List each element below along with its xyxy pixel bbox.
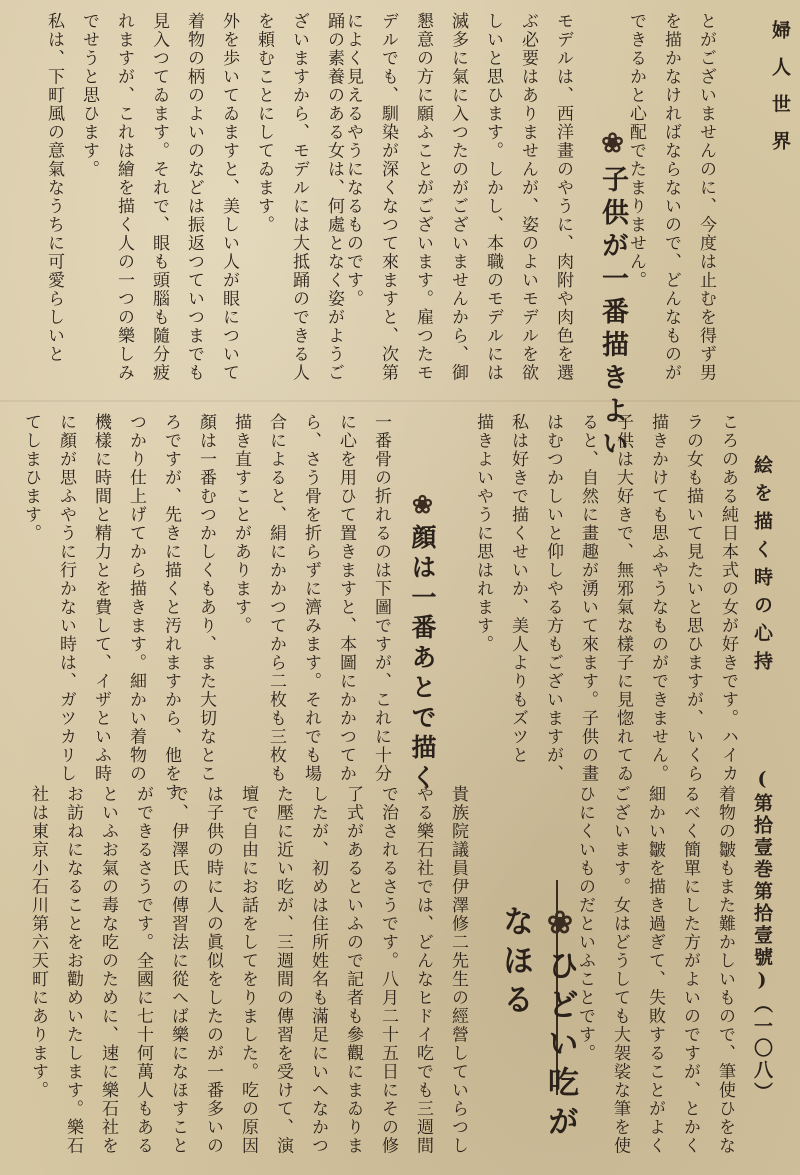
column-bottom-right: 着物の皺もまた難かしいもので、筆使ひをな るべく簡單にした方がよいのですが、とかく 細かい皺を描き過ぎて、失敗することがよく ございます。女はどうしても大袈裟な筆を使 ひにくいものだといふことです。 bbox=[575, 785, 735, 1155]
heading-children-text: 子供が一番描きよい bbox=[597, 165, 628, 462]
magazine-name: 婦人世界 bbox=[769, 20, 791, 168]
heading-face bbox=[404, 490, 440, 794]
column-mid-middle: 一番骨の折れるのは下圖ですが、これに十分 に心を用ひて置きますと、本圖にかかつてか ら、さう骨を折らずに濟みます。それでも場 合によると、絹にかかつてから二枚も三枚も 描き直すことがあります。 顏は一番むつかしくもあり、また大切なとこ ろですが、先きに描くと汚れますから、他をす つかり仕上げてから描きます。細かい着物の 機樣に時間と精力とを費して、イザといふ時 に顏が思ふやうに行かない時は、ガツカリし てしまひます。 bbox=[21, 413, 391, 802]
heading-face-text: 顔は一番あとで描く bbox=[408, 524, 437, 794]
article-title: 絵を描く時の心持 bbox=[751, 455, 773, 679]
column-mid-right: ころのある純日本式の女が好きです。ハイカ ラの女も描いて見たいと思ひますが、いくら 描きかけても思ふやうなものができません。 子供は大好きで、無邪氣な樣子に見惚れてゐ ると、自然に畫趣が湧いて來ます。子供の畫 はむつかしいと仰しやる方もございますが、 私は好きで描くせいか、美人よりもズツと 描きよいやうに思はれます。 bbox=[473, 413, 738, 783]
ornament-icon: ❀ bbox=[542, 905, 578, 949]
ornament-icon: ❀ bbox=[408, 490, 437, 524]
heading-stuttering-text: ひどい吃がなほる bbox=[497, 905, 578, 1144]
column-top-right: とがございませんのに、今度は止むを得ず男 を描かなければならないので、どんなものが できるかと心配でたまりません。 bbox=[626, 12, 716, 382]
column-top-middle: モデルは、西洋畫のやうに、肉附や肉色を選 ぶ必要はありませんが、姿のよいモデルを欲 しいと思ひます。しかし、本職のモデルには 滅多に氣に入つたのがございませんから、御 懇意の方に願ふことがございます。雇つたモ デルでも、馴染が深くなつて來ますと、次第 によく見えるやうになるものです。 bbox=[343, 12, 573, 382]
heading-stuttering bbox=[493, 905, 583, 1175]
ornament-icon: ❀ bbox=[597, 128, 628, 165]
heading-children bbox=[593, 128, 632, 462]
column-bottom-left: 貴族院議員伊澤修二先生の經營していらつし やる樂石社では、どんなヒドイ吃でも三週間 で治されるさうです。八月二十五日にその修 了式があるといふので記者も參觀にまゐりま したが、初めは住所姓名も滿足にいへなかつ た壓に近い吃が、三週間の傳習を受けて、演 壇で自由にお話をしてをりました。吃の原因 は子供の時に人の眞似をしたのが一番多いの で、伊澤氏の傳習法に從へば樂になほすこと ができるさうです。全國に七十何萬人もある といふお氣の毒な吃のために、速に樂石社を お訪ねになることをお勸めいたします。樂石 社は東京小石川第六天町にあります。 bbox=[28, 785, 468, 1155]
column-top-left: 踊の素養のある女は、何處となく姿がようご ざいますから、モデルには大抵踊のできる人 を頼むことにしてゐます。 外を歩いてゐますと、美しい人が眼について 着物の柄のよいのなどは振返つていつまでも 見入つてゐます。それで、眼も頭腦も隨分疲 れますが、これは繪を描く人の一つの樂しみ でせうと思ひます。 私は、下町風の意氣なうちに可愛らしいと bbox=[44, 12, 344, 382]
issue-number: (第拾壹巻第拾壹號)（一〇八） bbox=[751, 768, 773, 1104]
page-fold bbox=[0, 400, 800, 402]
